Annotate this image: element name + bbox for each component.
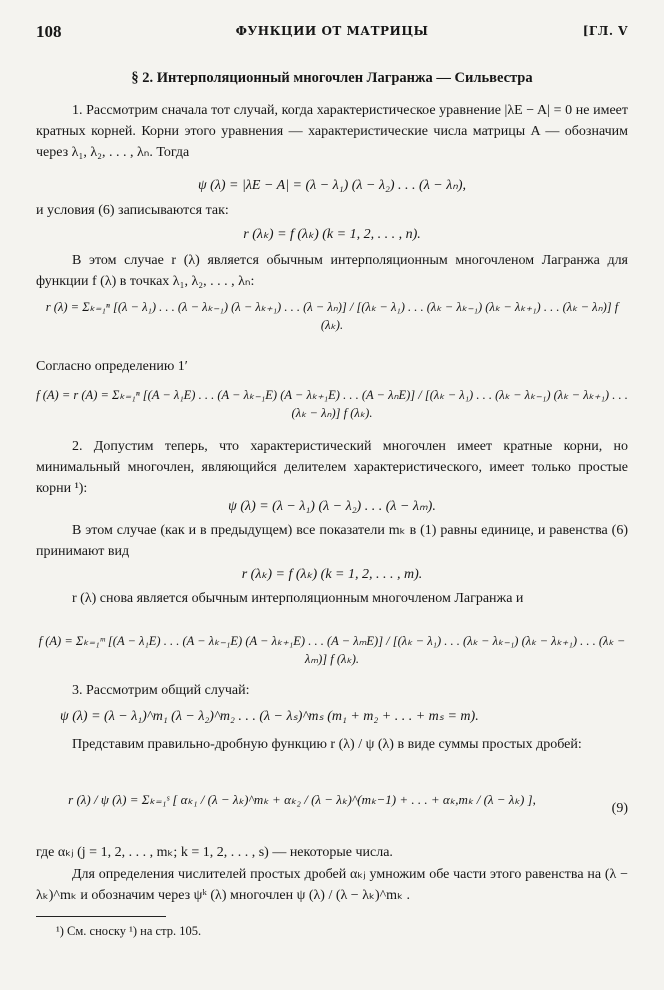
formula-r-equals-f: r (λₖ) = f (λₖ) (k = 1, 2, . . . , n).	[243, 227, 421, 242]
formula-char-poly: ψ (λ) = |λE − A| = (λ − λ₁) (λ − λ₂) . . . (λ − λₙ),	[197, 178, 467, 193]
equation-number: (9)	[611, 801, 628, 816]
footnote: ¹) См. сноску ¹) на стр. 105.	[56, 924, 202, 938]
paragraph-numerators: Для определения числителей простых дробей αₖⱼ умножим обе части этого равенства на (λ − λₖ)^mₖ и обозначим через ψᵏ (λ) многочлен ψ (λ) / (λ − λₖ)^mₖ .	[36, 867, 628, 903]
paragraph-3: 3. Рассмотрим общий случай:	[72, 683, 250, 698]
formula-9	[36, 790, 628, 809]
paragraph-partial-fractions: Представим правильно-дробную функцию r (λ) / ψ (λ) в виде суммы простых дробей:	[72, 737, 582, 752]
running-title: ФУНКЦИИ ОТ МАТРИЦЫ	[235, 24, 429, 38]
paragraph-again-lagrange: r (λ) снова является обычным интерполяционным многочленом Лагранжа и	[72, 591, 524, 606]
formula-f-of-A-m: f (A) = Σₖ₌₁ᵐ [(A − λ₁E) . . . (A − λₖ₋₁E) (A − λₖ₊₁E) . . . (A − λₘE)] / [(λₖ − λ₁) . . . (λₖ − λₖ₋₁) (λₖ − λₖ₊₁) . . . (λₖ − λₘ)] f (λₖ).	[38, 634, 626, 666]
formula-general-psi: ψ (λ) = (λ − λ₁)^m₁ (λ − λ₂)^m₂ . . . (λ − λₛ)^mₛ (m₁ + m₂ + . . . + mₛ = m).	[60, 709, 479, 724]
formula-lagrange-r: r (λ) = Σₖ₌₁ⁿ [(λ − λ₁) . . . (λ − λₖ₋₁) (λ − λₖ₊₁) . . . (λ − λₙ)] / [(λₖ − λ₁) . . . (λₖ − λₖ₋₁) (λₖ − λₖ₊₁) . . . (λₖ − λₙ)] f (λₖ).	[45, 300, 619, 332]
paragraph-exponents: В этом случае (как и в предыдущем) все показатели mₖ в (1) равны единице, и равенства (6) принимают вид	[36, 523, 628, 559]
running-header	[36, 22, 628, 42]
formula-r-equals-f-m: r (λₖ) = f (λₖ) (k = 1, 2, . . . , m).	[241, 567, 423, 582]
section-heading: § 2. Интерполяционный многочлен Лагранжа — Сильвестра	[131, 70, 533, 86]
paragraph-lagrange: В этом случае r (λ) является обычным интерполяционным многочленом Лагранжа для функции f (λ) в точках λ₁, λ₂, . . . , λₙ:	[36, 253, 628, 289]
formula-9-body: r (λ) / ψ (λ) = Σₖ₌₁ˢ [ αₖ₁ / (λ − λₖ)^mₖ + αₖ₂ / (λ − λₖ)^(mₖ−1) + . . . + αₖ,mₖ / (λ − λₖ) ],	[68, 792, 536, 807]
footnote-rule	[36, 916, 166, 917]
page-number: 108	[36, 22, 62, 41]
chapter-label: [ГЛ. V	[582, 24, 628, 38]
paragraph-2: 2. Допустим теперь, что характеристический многочлен имеет кратные корни, но минимальный многочлен, являющийся делителем характеристического, имеет только простые корни ¹):	[36, 439, 628, 496]
paragraph-1: 1. Рассмотрим сначала тот случай, когда характеристическое уравнение |λE − A| = 0 не имеет кратных корней. Корни этого уравнения — характеристические числа матрицы A — обозначим через λ₁, λ₂, . . . , λₙ. Тогда	[36, 103, 628, 160]
text-conditions: и условия (6) записываются так:	[36, 203, 229, 218]
formula-f-of-A: f (A) = r (A) = Σₖ₌₁ⁿ [(A − λ₁E) . . . (A − λₖ₋₁E) (A − λₖ₊₁E) . . . (A − λₙE)] / [(λₖ − λ₁) . . . (λₖ − λₖ₋₁) (λₖ − λₖ₊₁) . . . (λₖ − λₙ)] f (λₖ).	[36, 388, 628, 420]
formula-min-poly: ψ (λ) = (λ − λ₁) (λ − λ₂) . . . (λ − λₘ).	[228, 499, 436, 514]
text-definition: Согласно определению 1′	[36, 359, 188, 374]
text-coefficients: где αₖⱼ (j = 1, 2, . . . , mₖ; k = 1, 2, . . . , s) — некоторые числа.	[36, 845, 393, 860]
